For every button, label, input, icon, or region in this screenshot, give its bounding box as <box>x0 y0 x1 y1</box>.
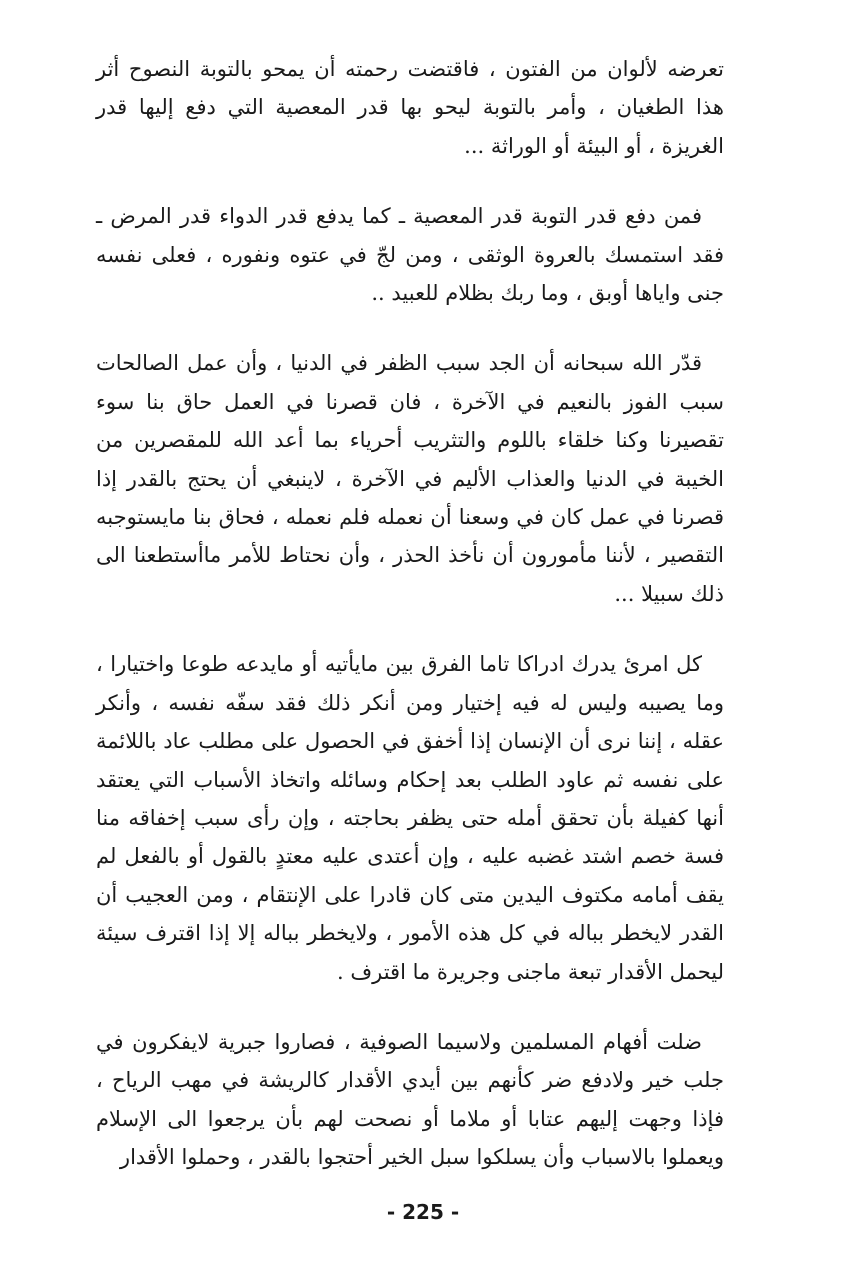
paragraph-2: فمن دفع قدر التوبة قدر المعصية ـ كما يدفع قدر الدواء قدر المرض ـ فقد استمسك بالعروة الوثقى ، ومن لجّ في عتوه ونفوره ، فعلى نفسه جنى واياها أوبق ، وما ربك بظلام للعبيد .. <box>96 204 724 306</box>
page-number: - 225 - <box>386 1200 460 1224</box>
paragraph-1: تعرضه لألوان من الفتون ، فاقتضت رحمته أن يمحو بالتوبة النصوح أثر هذا الطغيان ، وأمر بالتوبة ليحو بها قدر المعصية التي دفع إليها قدر الغريزة ، أو البيئة أو الوراثة ... <box>96 57 724 158</box>
paragraph-3: قدّر الله سبحانه أن الجد سبب الظفر في الدنيا ، وأن عمل الصالحات سبب الفوز بالنعيم في الآخرة ، فان قصرنا في العمل حاق بنا سوء تقصيرنا وكنا خلقاء باللوم والتثريب أحرياء بما أعد الله للمقصرين من الخيبة في الدنيا والعذاب الأليم في الآخرة ، لاينبغي أن يحتج بالقدر إذا قصرنا في عمل كان في وسعنا أن نعمله فلم نعمله ، فحاق بنا مايستوجبه التقصير ، لأننا مأمورون أن نأخذ الحذر ، وأن نحتاط للأمر ماأستطعنا الى ذلك سبيلا ... <box>96 351 724 606</box>
paragraph-5: ضلت أفهام المسلمين ولاسيما الصوفية ، فصاروا جبرية لايفكرون في جلب خير ولادفع ضر كأنهم بين أيدي الأقدار كالريشة في مهب الرياح ، فإذا وجهت إليهم عتابا أو ملاما أو نصحت لهم بأن يرجعوا الى الإسلام ويعملوا بالاسباب وأن يسلكوا سبل الخير أحتجوا بالقدر ، وحملوا الأقدار <box>96 1029 724 1170</box>
paragraph-4: كل امرئ يدرك ادراكا تاما الفرق بين مايأتيه أو مايدعه طوعا واختيارا ، وما يصيبه وليس له فيه إختيار ومن أنكر ذلك فقد سفّه نفسه ، وأنكر عقله ، إننا نرى أن الإنسان إذا أخفق في الحصول على مطلب عاد باللائمة على نفسه ثم عاود الطلب بعد إحكام وسائله واتخاذ الأسباب التي يعتقد أنها كفيلة بأن تحقق أمله حتى يظفر بحاجته ، وإن رأى سبب إخفاقه منا فسة خصم اشتد غضبه عليه ، وإن أعتدى عليه معتدٍ بالقول أو بالفعل لم يقف أمامه مكتوف اليدين متى كان قادرا على الإنتقام ، ومن العجيب أن القدر لايخطر بباله في كل هذه الأمور ، ولايخطر بباله إلا إذا اقترف سيئة ليحمل الأقدار تبعة ماجنى وجريرة ما اقترف . <box>96 652 724 984</box>
page-body <box>96 50 724 1209</box>
